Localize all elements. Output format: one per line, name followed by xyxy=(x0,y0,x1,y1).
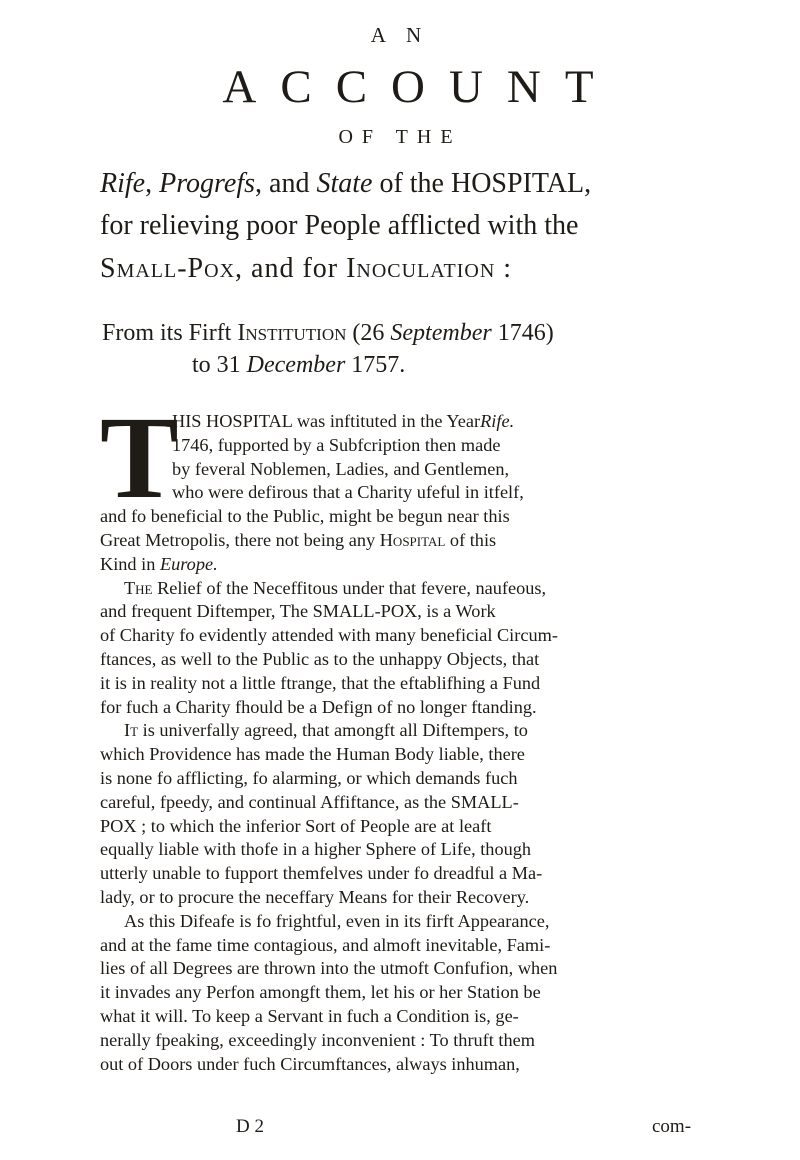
body-line: it is in reality not a little ftrange, that the eftablifhing a Fund xyxy=(100,672,541,693)
date-from-its-first: From its Firft xyxy=(102,320,232,346)
catchword: com- xyxy=(652,1116,692,1137)
body-line: careful, fpeedy, and continual Affiftance, as the SMALL- xyxy=(100,791,519,812)
body-text xyxy=(100,392,740,1076)
body-line: HIS HOSPITAL was inftituted in the YearRife. xyxy=(172,411,515,431)
header-of-the: OF THE xyxy=(338,126,462,148)
body-line: As this Difeafe is fo frightful, even in its firft Appearance, xyxy=(124,910,550,931)
body-line: The Relief of the Neceffitous under that fevere, naufeous, xyxy=(124,577,547,598)
header-account: ACCOUNT xyxy=(222,61,618,113)
drop-cap: T xyxy=(100,392,179,523)
body-line: which Providence has made the Human Body liable, there xyxy=(100,744,525,765)
date-december: December xyxy=(246,352,346,378)
title-line-2: for relieving poor People afflicted with the xyxy=(100,210,579,241)
body-line: and at the fame time contagious, and almoft inevitable, Fami- xyxy=(100,934,551,955)
title-line-3 xyxy=(100,253,730,285)
body-line: 1746, fupported by a Subfcription then made xyxy=(172,434,501,455)
body-line: nerally fpeaking, exceedingly inconvenient : To thruft them xyxy=(100,1029,535,1050)
margin-note: Rife. xyxy=(480,411,515,431)
body-line: utterly unable to fupport themfelves under fo dreadful a Ma- xyxy=(100,863,543,884)
date-institution: Institution xyxy=(237,320,347,346)
title-line-1: Rife, Progrefs, and State of the HOSPITAL, xyxy=(100,168,592,199)
date-line-1 xyxy=(102,320,554,347)
body-line: Kind in Europe. xyxy=(100,553,218,574)
header-an: A N xyxy=(370,23,430,47)
title-progress: Progrefs xyxy=(159,168,256,199)
body-line: who were defirous that a Charity ufeful in itfelf, xyxy=(172,482,524,503)
signature-mark: D 2 xyxy=(236,1116,264,1137)
body-line: of Charity fo evidently attended with many beneficial Circum- xyxy=(100,625,558,646)
body-line: is none fo afflicting, fo alarming, or which demands fuch xyxy=(100,767,518,788)
body-line: and fo beneficial to the Public, might be begun near this xyxy=(100,506,510,527)
date-day: (26 xyxy=(352,320,385,346)
date-year-end: 1757. xyxy=(351,352,406,378)
body-line: lady, or to procure the neceffary Means for their Recovery. xyxy=(100,886,530,907)
date-year-start: 1746) xyxy=(497,320,554,346)
body-line: Great Metropolis, there not being any Hospital of this xyxy=(100,529,497,550)
title-state: State xyxy=(316,168,373,199)
title-small-pox: Small-Pox, xyxy=(100,253,244,284)
date-to-31: to 31 xyxy=(192,352,241,378)
body-line: POX ; to which the inferior Sort of People are at leaft xyxy=(100,815,492,836)
body-line: out of Doors under fuch Circumftances, always inhuman, xyxy=(100,1053,520,1074)
body-line: It is univerfally agreed, that amongft all Diftempers, to xyxy=(124,720,528,741)
date-line-2 xyxy=(192,352,405,379)
date-september: September xyxy=(390,320,492,346)
body-line: by feveral Noblemen, Ladies, and Gentlemen, xyxy=(172,458,510,479)
body-line: equally liable with thofe in a higher Sphere of Life, though xyxy=(100,839,532,860)
title-of-the-hospital: of the HOSPITAL, xyxy=(379,168,592,199)
body-line: lies of all Degrees are thrown into the utmoft Confufion, when xyxy=(100,958,558,979)
body-line: what it will. To keep a Servant in fuch a Condition is, ge- xyxy=(100,1005,519,1026)
body-line: ftances, as well to the Public as to the unhappy Objects, that xyxy=(100,648,540,669)
title-and: and xyxy=(269,168,310,199)
title-rise: Rife xyxy=(100,168,146,199)
body-line: it invades any Perfon amongft them, let his or her Station be xyxy=(100,982,541,1003)
title-inoculation: Inoculation : xyxy=(346,253,513,284)
title-and-for: and for xyxy=(251,253,339,284)
body-line: for fuch a Charity fhould be a Defign of no longer ftanding. xyxy=(100,696,537,717)
body-line: and frequent Diftemper, The SMALL-POX, is a Work xyxy=(100,601,496,622)
